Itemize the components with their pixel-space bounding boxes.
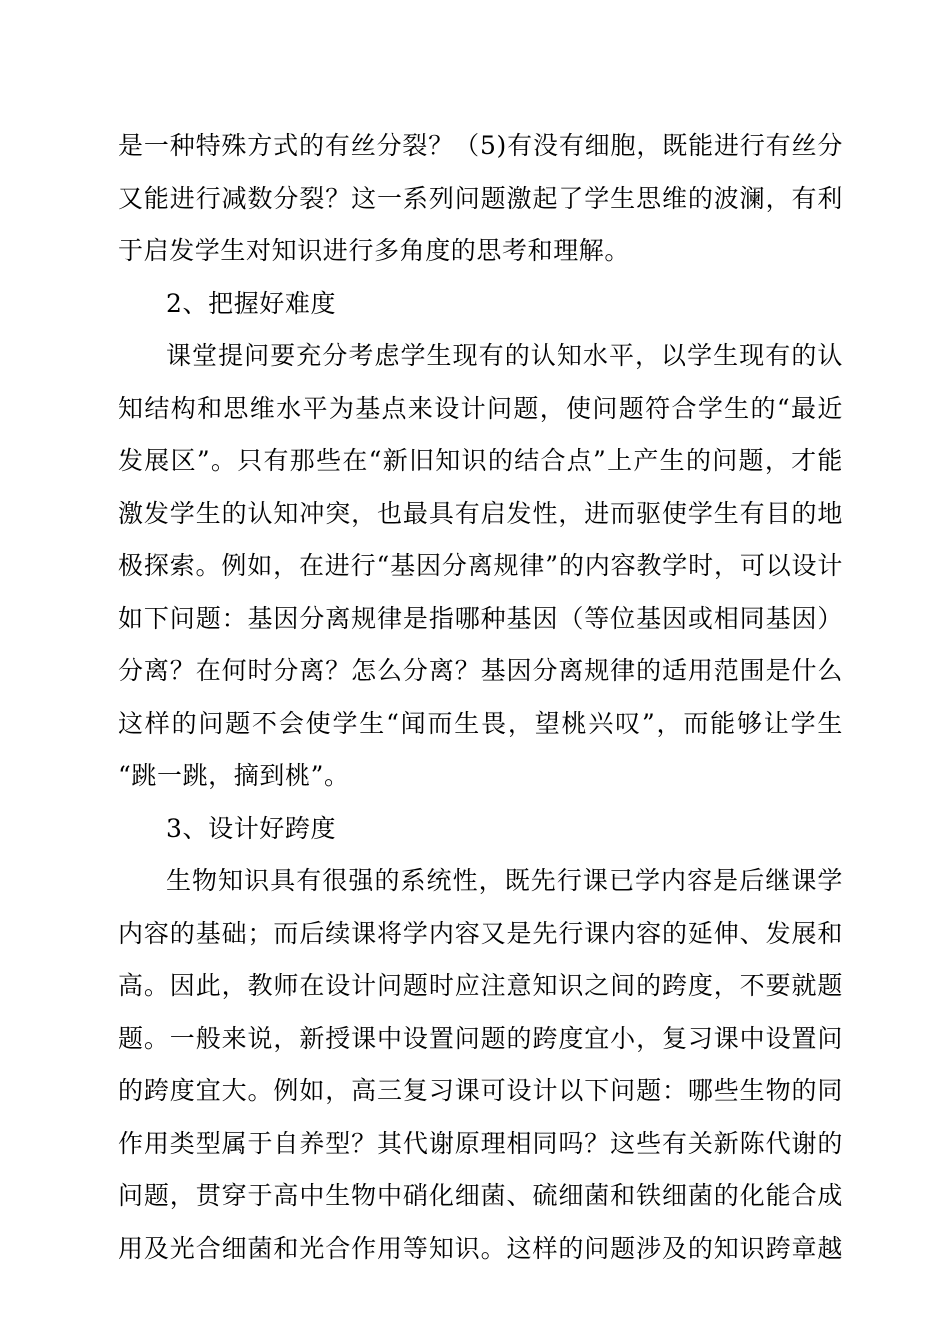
text-line: 极探索。例如，在进行“基因分离规律”的内容教学时，可以设计 xyxy=(118,551,843,580)
text-line: 作用类型属于自养型？其代谢原理相同吗？这些有关新陈代谢的 xyxy=(118,1128,843,1158)
text-line: 激发学生的认知冲突，也最具有启发性，进而驱使学生有目的地 xyxy=(118,498,843,528)
text-line: 分离？在何时分离？怎么分离？基因分离规律的适用范围是什么 xyxy=(118,656,843,685)
section-heading: 3、设计好跨度 xyxy=(166,813,337,843)
text-line: 又能进行减数分裂？这一系列问题激起了学生思维的波澜，有利 xyxy=(118,183,843,213)
text-line: 这样的问题不会使学生“闻而生畏，望桃兴叹”，而能够让学生 xyxy=(118,708,843,738)
text-line: 课堂提问要充分考虑学生现有的认知水平，以学生现有的认 xyxy=(166,341,843,370)
text-line: 题。一般来说，新授课中设置问题的跨度宜小，复习课中设置问 xyxy=(118,1023,843,1053)
text-line: 是一种特殊方式的有丝分裂？（5)有没有细胞，既能进行有丝分 xyxy=(118,131,843,160)
text-line: 内容的基础；而后续课将学内容又是先行课内容的延伸、发展和 xyxy=(118,918,843,948)
text-line: 于启发学生对知识进行多角度的思考和理解。 xyxy=(118,236,631,265)
text-line: “跳一跳，摘到桃”。 xyxy=(118,761,350,790)
text-line: 发展区”。只有那些在“新旧知识的结合点”上产生的问题，才能 xyxy=(118,446,843,475)
text-line: 生物知识具有很强的系统性，既先行课已学内容是后继课学 xyxy=(166,866,843,895)
text-line: 如下问题：基因分离规律是指哪种基因（等位基因或相同基因） xyxy=(118,603,843,633)
text-line: 高。因此，教师在设计问题时应注意知识之间的跨度，不要就题 xyxy=(118,971,843,1000)
text-line: 用及光合细菌和光合作用等知识。这样的问题涉及的知识跨章越 xyxy=(118,1233,843,1263)
text-line: 知结构和思维水平为基点来设计问题，使问题符合学生的“最近 xyxy=(118,393,843,423)
text-line: 的跨度宜大。例如，高三复习课可设计以下问题：哪些生物的同 xyxy=(118,1076,843,1105)
body-text xyxy=(118,120,843,1275)
text-line: 问题，贯穿于高中生物中硝化细菌、硫细菌和铁细菌的化能合成 xyxy=(118,1181,843,1210)
section-heading: 2、把握好难度 xyxy=(166,288,337,318)
